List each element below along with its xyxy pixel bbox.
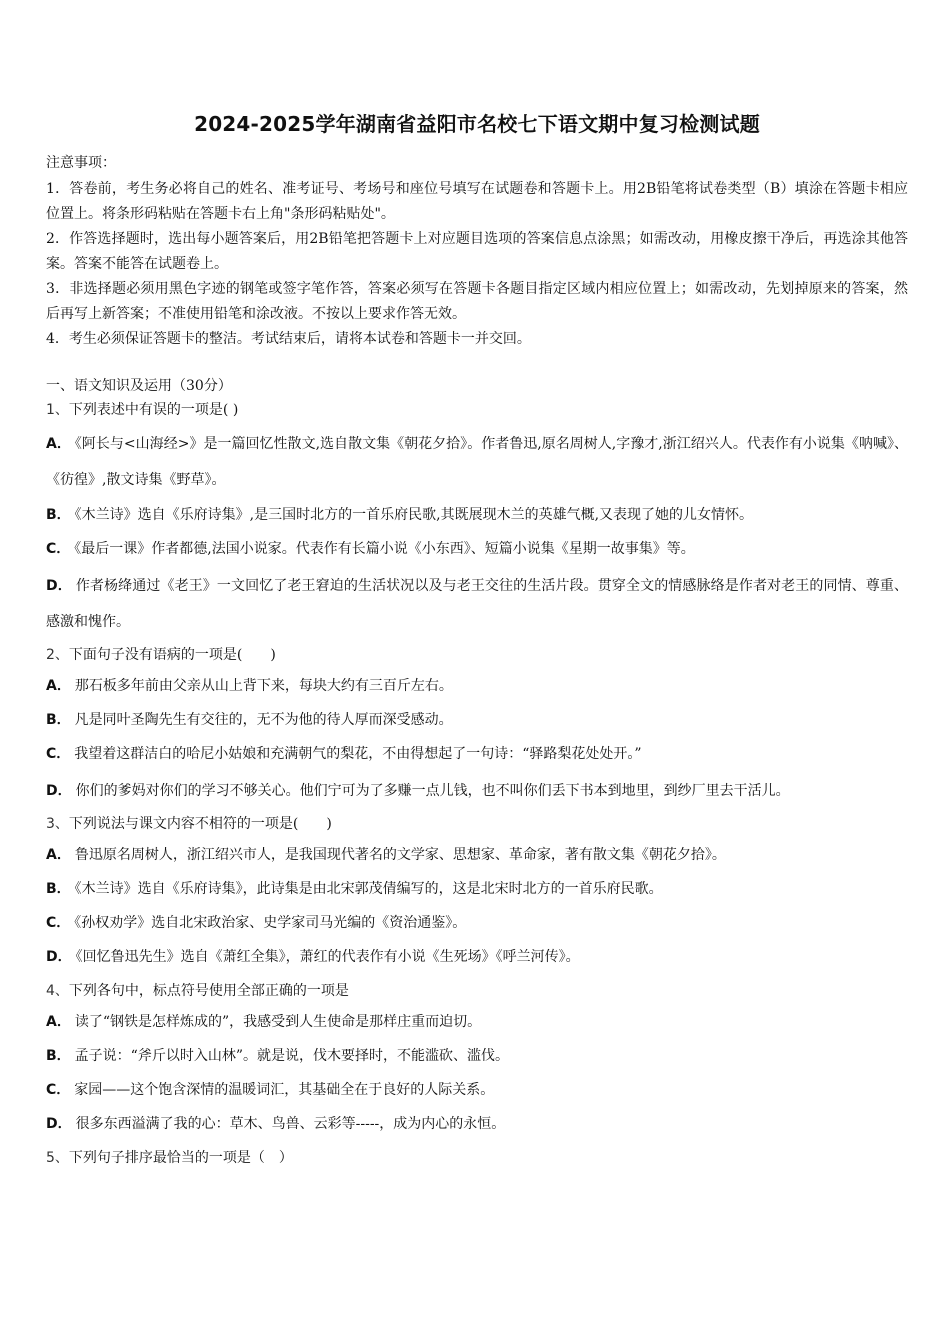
- option-letter: C．: [46, 746, 71, 762]
- option-text: 凡是同叶圣陶先生有交往的，无不为他的待人厚而深受感动。: [74, 712, 453, 728]
- option-a: [46, 675, 908, 697]
- option-letter: A．: [46, 847, 71, 863]
- option-d: [46, 773, 908, 809]
- question-5: [46, 1147, 908, 1169]
- option-letter: B．: [46, 507, 71, 523]
- option-c: [46, 912, 908, 934]
- option-text: 作者杨绛通过《老王》一文回忆了老王窘迫的生活状况以及与老王交往的生活片段。贯穿全文的情感脉络是作者对老王的同情、尊重、感激和愧作。: [46, 578, 909, 630]
- question-stem: 下列表述中有误的一项是( ): [68, 402, 239, 418]
- option-a: [46, 426, 908, 498]
- question-4: [46, 980, 908, 1002]
- option-text: 孟子说：“斧斤以时入山林”。就是说，伐木要择时，不能滥砍、滥伐。: [74, 1048, 509, 1064]
- option-letter: D．: [46, 578, 72, 594]
- option-text: 家园——这个饱含深情的温暖词汇，其基础全在于良好的人际关系。: [74, 1082, 495, 1098]
- notice-item: 1．答卷前，考生务必将自己的姓名、准考证号、考场号和座位号填写在试题卷和答题卡上。用2B铅笔将试卷类型（B）填涂在答题卡相应位置上。将条形码粘贴在答题卡右上角"条形码粘贴处"。: [46, 181, 908, 222]
- question-stem: 下列句子排序最恰当的一项是（ ）: [68, 1150, 293, 1166]
- option-letter: A．: [46, 1014, 71, 1030]
- page-title: 2024-2025学年湖南省益阳市名校七下语文期中复习检测试题: [194, 112, 760, 136]
- option-a: [46, 844, 908, 866]
- option-text: 那石板多年前由父亲从山上背下来，每块大约有三百斤左右。: [74, 678, 453, 694]
- option-letter: B．: [46, 1048, 71, 1064]
- option-letter: D．: [46, 783, 72, 799]
- option-b: [46, 504, 908, 526]
- notice-heading: 注意事项：: [46, 155, 116, 171]
- notice-item: 3．非选择题必须用黑色字迹的钢笔或签字笔作答，答案必须写在答题卡各题目指定区域内相应位置上；如需改动，先划掉原来的答案，然后再写上新答案；不准使用铅笔和涂改液。不按以上要求作答无效。: [46, 281, 908, 322]
- option-letter: C．: [46, 915, 71, 931]
- notice-item: 2．作答选择题时，选出每小题答案后，用2B铅笔把答题卡上对应题目选项的答案信息点涂黑；如需改动，用橡皮擦干净后，再选涂其他答案。答案不能答在试题卷上。: [46, 231, 908, 272]
- option-d: [46, 946, 908, 968]
- option-text: 读了“钢铁是怎样炼成的”，我感受到人生使命是那样庄重而迫切。: [74, 1014, 482, 1030]
- option-letter: C．: [46, 541, 71, 557]
- question-number: 4、: [46, 983, 69, 999]
- option-b: [46, 878, 908, 900]
- option-text: 《最后一课》作者都德,法国小说家。代表作有长篇小说《小东西》、短篇小说集《星期一故事集》等。: [74, 541, 695, 557]
- question-3: [46, 813, 908, 835]
- question-number: 2、: [46, 647, 69, 663]
- question-stem: 下列各句中，标点符号使用全部正确的一项是: [68, 983, 349, 999]
- option-text: 《阿长与<山海经>》是一篇回忆性散文,选自散文集《朝花夕拾》。作者鲁迅,原名周树人,字豫才,浙江绍兴人。代表作有小说集《呐喊》、《彷徨》,散文诗集《野草》。: [46, 436, 908, 488]
- option-c: [46, 1079, 908, 1101]
- option-c: [46, 538, 908, 560]
- option-b: [46, 1045, 908, 1067]
- notice-item: 4．考生必须保证答题卡的整洁。考试结束后，请将本试卷和答题卡一并交回。: [46, 331, 531, 347]
- option-letter: D．: [46, 949, 72, 965]
- option-text: 《木兰诗》选自《乐府诗集》，此诗集是由北宋郭茂倩编写的，这是北宋时北方的一首乐府民歌。: [74, 881, 663, 897]
- option-text: 我望着这群洁白的哈尼小姑娘和充满朝气的梨花，不由得想起了一句诗：“驿路梨花处处开。”: [74, 746, 642, 762]
- option-letter: A．: [46, 436, 71, 452]
- option-letter: A．: [46, 678, 71, 694]
- option-text: 《回忆鲁迅先生》选自《萧红全集》，萧红的代表作有小说《生死场》《呼兰河传》。: [75, 949, 580, 965]
- option-d: [46, 1113, 908, 1135]
- section-heading: 一、语文知识及运用（30分）: [46, 378, 232, 394]
- question-2: [46, 644, 908, 666]
- option-text: 《孙权劝学》选自北宋政治家、史学家司马光编的《资治通鉴》。: [74, 915, 467, 931]
- option-letter: D．: [46, 1116, 72, 1132]
- question-1: [46, 399, 908, 421]
- exam-page: [46, 108, 908, 1178]
- option-text: 《木兰诗》选自《乐府诗集》,是三国时北方的一首乐府民歌,其既展现木兰的英雄气概,又表现了她的儿女情怀。: [74, 507, 754, 523]
- option-c: [46, 743, 908, 765]
- question-stem: 下列说法与课文内容不相符的一项是( ): [68, 816, 332, 832]
- option-b: [46, 709, 908, 731]
- option-text: 鲁迅原名周树人，浙江绍兴市人，是我国现代著名的文学家、思想家、革命家，著有散文集《朝花夕拾》。: [74, 847, 726, 863]
- option-letter: B．: [46, 881, 71, 897]
- option-text: 你们的爹妈对你们的学习不够关心。他们宁可为了多赚一点儿钱，也不叫你们丢下书本到地里，到纱厂里去干活儿。: [75, 783, 790, 799]
- option-letter: B．: [46, 712, 71, 728]
- option-d: [46, 568, 908, 640]
- option-text: 很多东西溢满了我的心：草木、鸟兽、云彩等-----，成为内心的永恒。: [75, 1116, 506, 1132]
- question-number: 5、: [46, 1150, 69, 1166]
- option-letter: C．: [46, 1082, 71, 1098]
- question-number: 3、: [46, 816, 69, 832]
- option-a: [46, 1011, 908, 1033]
- question-number: 1、: [46, 402, 69, 418]
- question-stem: 下面句子没有语病的一项是( ): [68, 647, 276, 663]
